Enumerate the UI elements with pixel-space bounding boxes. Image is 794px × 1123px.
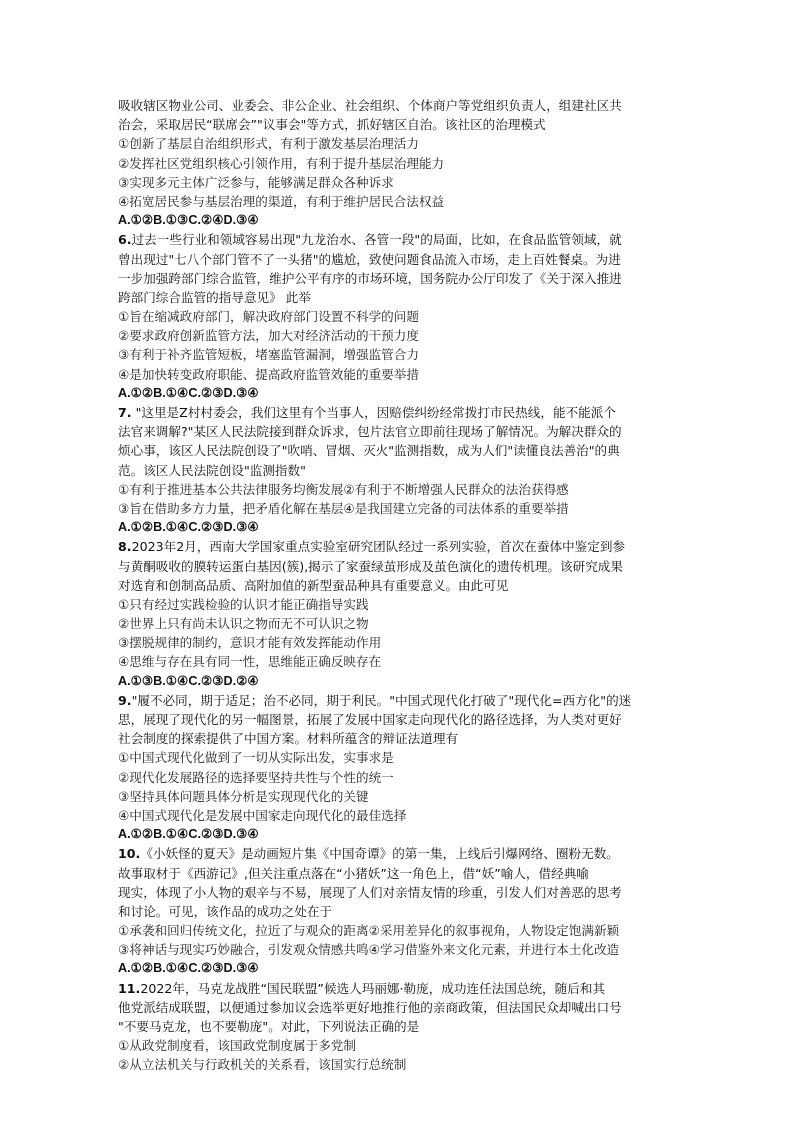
stem-line: 烦心事，该区人民法院创设了"吹哨、冒烟、灭火"监测指数，成为人们"读懂良法善治"的典 bbox=[118, 443, 620, 459]
option-line: ①旨在缩减政府部门，解决政府部门设置不科学的问题 bbox=[118, 309, 419, 325]
stem-line: 和讨论。可见，该作品的成功之处在于 bbox=[118, 903, 333, 919]
stem-line: 一步加强跨部门综合监管，维护公平有序的市场环境，国务院办公厅印发了《关于深入推进 bbox=[118, 270, 622, 286]
stem-text: 《小妖怪的夏天》是动画短片集《中国奇谭》的第一集，上线后引爆网络、圈粉无数。 bbox=[140, 846, 619, 862]
stem-text: 2022年，马克龙战胜“国民联盟”候选人玛丽娜·勒庞，成功连任法国总统，随后和其 bbox=[140, 980, 606, 996]
stem-line-first bbox=[118, 844, 678, 863]
stem-text: 过去一些行业和领域容易出现"九龙治水、各管一段"的局面，比如，在食品监管领域，就 bbox=[131, 232, 622, 248]
answer-choices: A.①③B.①④C.②③D.②④ bbox=[118, 673, 259, 688]
stem-line-first bbox=[118, 979, 678, 998]
stem-line: 吸收辖区物业公司、业委会、非公企业、社会组织、个体商户等党组织负责人，组建社区共 bbox=[118, 98, 622, 113]
question-number: 10. bbox=[118, 846, 141, 862]
option-line: ④是加快转变政府职能、提高政府监管效能的重要举措 bbox=[118, 366, 419, 382]
option-line: ②发挥社区党组织核心引领作用，有利于提升基层治理能力 bbox=[118, 155, 445, 171]
option-line: ③实现多元主体广泛参与，能够满足群众各种诉求 bbox=[118, 174, 394, 190]
stem-line: 他党派结成联盟，以便通过参加议会选举更好地推行他的亲商政策，但法国民众却喊出口号 bbox=[118, 999, 622, 1015]
question-11 bbox=[118, 979, 678, 1075]
stem-line-first bbox=[118, 403, 678, 422]
option-line: ③坚持具体问题具体分析是实现现代化的关键 bbox=[118, 788, 369, 804]
stem-line: 社会制度的探索提供了中国方案。材料所蕴含的辩证法道理有 bbox=[118, 731, 459, 747]
option-line: ②要求政府创新监管方法，加大对经济活动的干预力度 bbox=[118, 328, 419, 344]
option-line: ③旨在借助多方力量，把矛盾化解在基层④是我国建立完备的司法体系的重要举措 bbox=[118, 500, 569, 516]
question-7 bbox=[118, 403, 678, 537]
stem-line-first bbox=[118, 537, 678, 556]
option-line: ③摆脱规律的制约，意识才能有效发挥能动作用 bbox=[118, 635, 382, 651]
stem-line: 曾出现过"七八个部门管不了一头猪"的尴尬，致使问题食品流入市场，走上百姓餐桌。为进 bbox=[118, 251, 621, 267]
option-line: ③有利于补齐监管短板，堵塞监管漏洞，增强监管合力 bbox=[118, 347, 419, 363]
question-5-tail bbox=[118, 96, 678, 230]
stem-line: 跨部门综合监管的指导意见》 此举 bbox=[118, 289, 311, 305]
stem-text: "履不必同，期于适足；治不必同，期于利民。"中国式现代化打破了"现代化=西方化"的迷 bbox=[131, 692, 632, 708]
answer-choices: A.①②B.①④C.②③D.③④ bbox=[118, 385, 259, 400]
stem-line: 治会，采取居民“联席会”"议事会"等方式，抓好辖区自治。该社区的治理模式 bbox=[118, 117, 546, 133]
stem-line-first bbox=[118, 230, 678, 249]
option-line: ④思维与存在具有同一性，思维能正确反映存在 bbox=[118, 654, 382, 670]
option-line: ③将神话与现实巧妙融合，引发观众情感共鸣④学习借鉴外来文化元素，并进行本土化改造 bbox=[118, 942, 620, 958]
option-line: ①中国式现代化做到了一切从实际出发，实事求是 bbox=[118, 750, 394, 766]
question-number: 8. bbox=[118, 539, 132, 555]
stem-line: "不要马克龙，也不要勒庞"。对此，下列说法正确的是 bbox=[118, 1019, 420, 1034]
stem-line-first bbox=[118, 691, 678, 710]
answer-choices: A.①②B.①③C.②④D.③④ bbox=[118, 213, 259, 228]
option-line: ②现代化发展路径的选择要坚持共性与个性的统一 bbox=[118, 769, 394, 785]
question-number: 6. bbox=[118, 232, 132, 248]
option-line: ④拓宽居民参与基层治理的渠道，有利于维护居民合法权益 bbox=[118, 193, 445, 209]
stem-line: 范。该区人民法院创设"监测指数" bbox=[118, 462, 306, 478]
question-number: 11. bbox=[118, 980, 141, 996]
stem-line: 现实，体现了小人物的艰辛与不易，展现了人们对亲情友情的珍重，引发人们对善恶的思考 bbox=[118, 884, 622, 900]
question-number: 7. bbox=[118, 405, 132, 420]
stem-line: 对选育和创制高品质、高附加值的新型蚕品种具有重要意义。由此可见 bbox=[118, 577, 509, 593]
stem-line: 法官来调解?"某区人民法院接到群众诉求，包片法官立即前往现场了解情况。为解决群众的 bbox=[118, 424, 622, 440]
question-6 bbox=[118, 230, 678, 403]
question-9 bbox=[118, 691, 678, 845]
question-10 bbox=[118, 844, 678, 978]
option-line: ②从立法机关与行政机关的关系看，该国实行总统制 bbox=[118, 1057, 407, 1073]
question-8 bbox=[118, 537, 678, 691]
stem-line: 思，展现了现代化的另一幅图景，拓展了发展中国家走向现代化的路径选择，为人类对更好 bbox=[118, 712, 622, 727]
stem-line: 与黄酮吸收的膜转运蛋白基因(簇),揭示了家蚕绿茧形成及茧色演化的遗传机理。该研究成果 bbox=[118, 558, 623, 574]
stem-text: 2023年2月，西南大学国家重点实验室研究团队经过一系列实验，首次在蚕体中鉴定到参 bbox=[131, 539, 626, 555]
exam-page bbox=[118, 96, 678, 1075]
question-number: 9. bbox=[118, 692, 132, 708]
stem-text: "这里是Z村村委会，我们这里有个当事人，因赔偿纠纷经常拨打市民热线，能不能派个 bbox=[131, 405, 616, 420]
stem-line: 故事取材于《西游记》,但关注重点落在“小猪妖”这一角色上，借“妖”喻人，借经典喻 bbox=[118, 865, 589, 881]
option-line: ①从政党制度看，该国政党制度属于多党制 bbox=[118, 1038, 356, 1054]
option-line: ①有利于推进基本公共法律服务均衡发展②有利于不断增强人民群众的法治获得感 bbox=[118, 481, 569, 497]
answer-choices: A.①②B.①④C.②③D.③④ bbox=[118, 520, 259, 535]
answer-choices: A.①②B.①④C.②③D.③④ bbox=[118, 827, 259, 842]
option-line: ②世界上只有尚未认识之物而无不可认识之物 bbox=[118, 616, 369, 632]
option-line: ①承袭和回归传统文化，拉近了与观众的距离②采用差异化的叙事视角，人物设定饱满新颖 bbox=[118, 923, 620, 939]
option-line: ①只有经过实践检验的认识才能正确指导实践 bbox=[118, 596, 369, 612]
option-line: ①创新了基层自治组织形式，有利于激发基层治理活力 bbox=[118, 136, 419, 152]
option-line: ④中国式现代化是发展中国家走向现代化的最佳选择 bbox=[118, 807, 407, 823]
answer-choices: A.①②B.①④C.②③D.③④ bbox=[118, 961, 259, 976]
